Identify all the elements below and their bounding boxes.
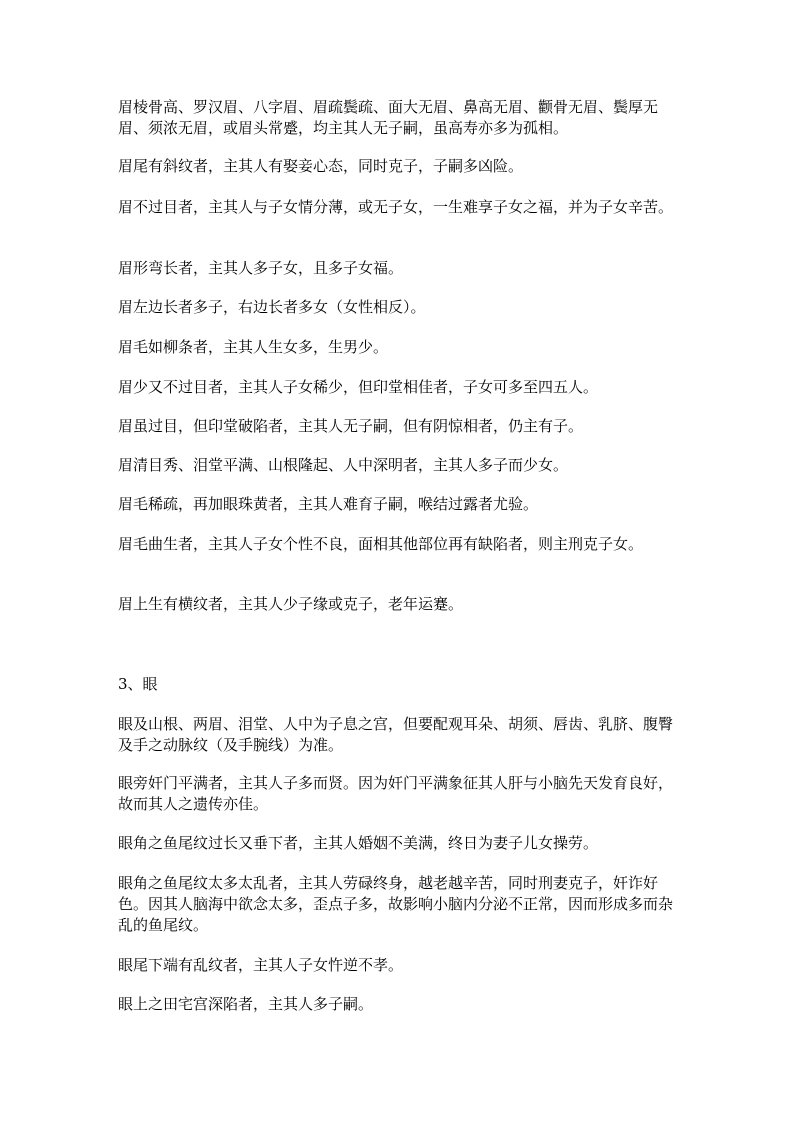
paragraph-eyebrow-willow: 眉毛如柳条者，主其人生女多，生男少。: [118, 338, 389, 356]
paragraph-eyebrow-thin: 眉毛稀疏，再加眼珠黄者，主其人难育子嗣，喉结过露者尤验。: [118, 495, 539, 513]
paragraph-eyebrow-curved: 眉形弯长者，主其人多子女，且多子女福。: [118, 259, 404, 277]
paragraph-eyebrow-tail-lines: 眉尾有斜纹者，主其人有娶妾心态，同时克子，子嗣多凶险。: [118, 157, 524, 175]
paragraph-eyes-tianzhai: 眼上之田宅宫深陷者，主其人多子嗣。: [118, 995, 374, 1013]
paragraph-eyebrow-short: 眉不过目者，主其人与子女情分薄，或无子女，一生难享子女之福，并为子女辛苦。: [118, 198, 674, 216]
paragraph-eyes-crowsfeet-many: 眼角之鱼尾纹太多太乱者，主其人劳碌终身，越老越辛苦，同时刑妻克子，奸诈好色。因其人脑海中欲念太多，歪点子多，故影响小脑内分泌不正常，因而形成多而杂乱的鱼尾纹。: [118, 874, 674, 934]
paragraph-eyes-intro: 眼及山根、两眉、泪堂、人中为子息之宫，但要配观耳朵、胡须、唇齿、乳脐、腹臀及手之动脉纹（及手腕线）为准。: [118, 715, 674, 754]
paragraph-eyebrow-horizontal-lines: 眉上生有横纹者，主其人少子缘或克子，老年运蹇。: [118, 595, 464, 613]
paragraph-eyebrow-bone: 眉棱骨高、罗汉眉、八字眉、眉疏鬓疏、面大无眉、鼻高无眉、颧骨无眉、鬓厚无眉、须浓无眉，或眉头常蹙，均主其人无子嗣，虽高寿亦多为孤相。: [118, 98, 659, 137]
paragraph-eyes-crowsfeet-long: 眼角之鱼尾纹过长又垂下者，主其人婚姻不美满，终日为妻子儿女操劳。: [118, 834, 599, 852]
paragraph-eyebrow-left-right: 眉左边长者多子，右边长者多女（女性相反）。: [118, 298, 426, 316]
section-heading-eyes: 3、眼: [118, 675, 158, 693]
paragraph-eyebrow-clear: 眉清目秀、泪堂平满、山根隆起、人中深明者，主其人多子而少女。: [118, 456, 569, 474]
paragraph-eyebrow-curly: 眉毛曲生者，主其人子女个性不良，面相其他部位再有缺陷者，则主刑克子女。: [118, 535, 644, 553]
paragraph-eyebrow-yintang: 眉虽过目，但印堂破陷者，主其人无子嗣，但有阴惊相者，仍主有子。: [118, 417, 584, 435]
paragraph-eyes-jianmen: 眼旁奸门平满者，主其人子多而贤。因为奸门平满象征其人肝与小脑先天发育良好，故而其人之遗传亦佳。: [118, 774, 674, 813]
paragraph-eyes-tail-lines: 眼尾下端有乱纹者，主其人子女忤逆不孝。: [118, 956, 404, 974]
paragraph-eyebrow-sparse: 眉少又不过目者，主其人子女稀少，但印堂相佳者，子女可多至四五人。: [118, 378, 599, 396]
